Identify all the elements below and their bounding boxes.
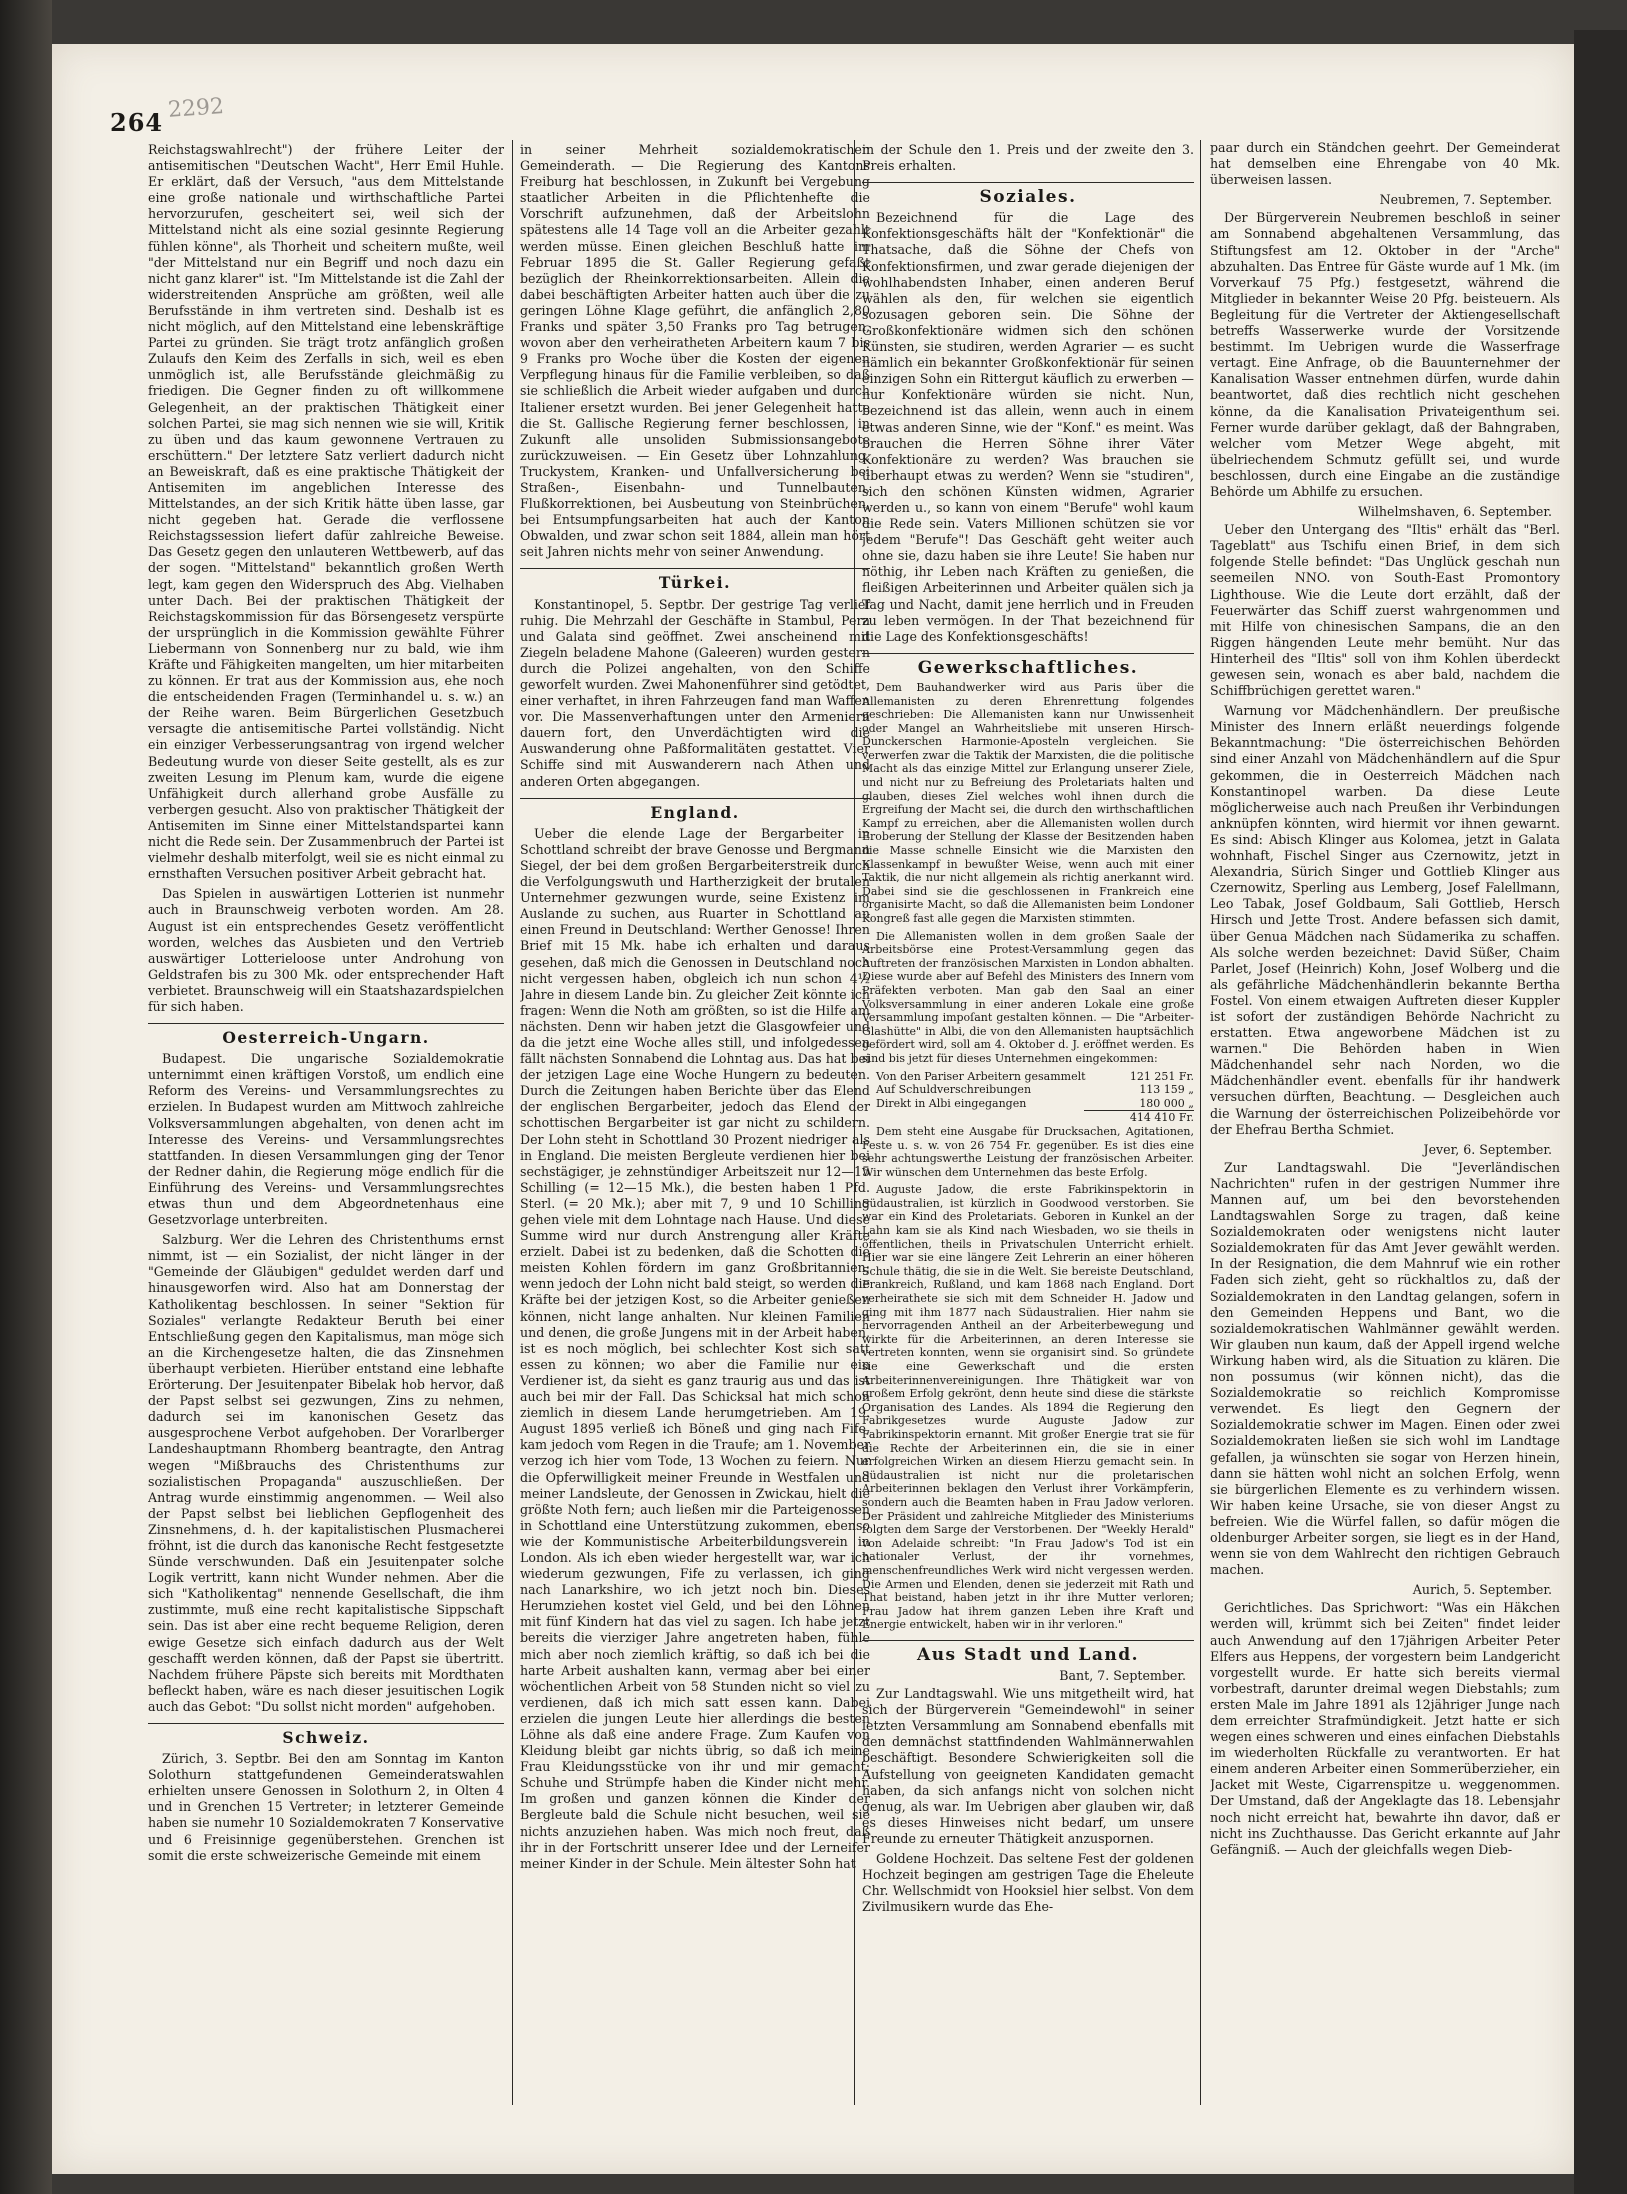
section-heading-tuerkei: Türkei. [520, 568, 870, 591]
dateline-wilhelmshaven: Wilhelmshaven, 6. September. [1358, 504, 1552, 520]
dateline-bant: Bant, 7. September. [1059, 1667, 1186, 1683]
column-4 [1210, 140, 1560, 2100]
article-lotterien: Das Spielen in auswärtigen Lotterien ist nunmehr auch in Braunschweig verboten worden. Am 28. August ist ein entsprechendes Gesetz veröffentlicht worden, welches das Ausbieten und den Vertrieb auswärtiger Lotterieloose unter Androhung von Geldstrafen bis zu 300 Mk. oder entsprechender Haft verbietet. Braunschweig will ein Staatshazardspielchen für sich haben. [148, 886, 504, 1014]
column-3 [862, 142, 1194, 2102]
article-landtagswahl-jever: Zur Landtagswahl. Die "Jeverländischen Nachrichten" rufen in der gestrigen Nummer ihre Mannen auf, um bei den bevorstehenden Landtagswahlen Sorge zu tragen, daß keine Sozialdemokraten oder wenigstens nicht lauter Sozialdemokraten für das Amt Jever gewählt werden. In der Resignation, die dem Mahnruf wie ein rother Faden sich zieht, geht so rückhaltlos zu, daß der Sozialdemokraten in den Landtag gelangen, sofern in den Gemeinden Heppens und Bant, wo die sozialdemokratischen Wahlmänner gewählt werden. Wir glauben nun kaum, daß der Appell irgend welche Wirkung haben wird, als die Situation zu klären. Die non possumus (wir können nicht), das die Sozialdemokratie so reichlich Kompromisse verwendet. Es liegt den Gegnern der Sozialdemokratie schwer im Magen. Einen oder zwei Sozialdemokraten ließen sie sich wohl im Landtage gefallen, ja wünschten sie sogar von Herzen hinein, dann sie hätten wohl nicht an solchen Erfolg, wenn sie bürgerlichen Elemente es zu verhindern wissen. Wir haben keine Ursache, sie von dieser Angst zu befreien. Wie die Würfel fallen, so dafür mögen die oldenburger Arbeiter sorgen, sie liegt es in der Hand, wenn sie von dem Wahlrecht den richtigen Gebrauch machen. [1210, 1159, 1560, 1578]
table-row: Direkt in Albi eingegangen 180 000 „ [876, 1096, 1194, 1110]
article-glashuette: Die Allemanisten wollen in dem großen Saale der Arbeitsbörse eine Protest-Versammlung gegen das Auftreten der französischen Marxisten in London abhalten. Diese wurde aber auf Befehl des Ministers des Innern vom Präfekten verboten. Man gab den Saal an einer Volksversammlung in einer anderen Lokale eine große Versammlung impoſant gestalten können. — Die "Arbeiter-Glashütte" in Albi, die von den Allemanisten hauptsächlich gefördert wird, soll am 4. Oktober d. J. eröffnet werden. Es sind bis jetzt für dieses Unternehmen eingekommen: [862, 929, 1194, 1065]
article-goldene-hochzeit: Goldene Hochzeit. Das seltene Fest der goldenen Hochzeit begingen am gestrigen Tage die Eheleute Chr. Wellschmidt von Hooksiel hier selbst. Von dem Zivilmusikern wurde das Ehe- [862, 1851, 1194, 1915]
book-spine [0, 0, 52, 2194]
article-buergerverein: Der Bürgerverein Neubremen beschloß in seiner am Sonnabend abgehaltenen Versammlung, das Stiftungsfest am 12. Oktober in der "Arche" abzuhalten. Das Entree für Gäste wurde auf 1 Mk. (im Vorverkauf 75 Pfg.) festgesetzt, während die Mitglieder in bekannter Weise 20 Pfg. beisteuern. Als Begleitung für die Vertreter der Aktiengesellschaft betreffs Wasserwerke wurde der Vorsitzende bestimmt. Im Uebrigen wurde die Wasserfrage vertagt. Eine Anfrage, ob die Bauunternehmer der Kanalisation Wasser entnehmen dürfen, wurde dahin beantwortet, daß dies rechtlich nicht geschehen könne, da die Kanalisation Privateigenthum sei. Ferner wurde darüber geklagt, daß der Bahngraben, welcher vom Metzer Wege abgeht, mit übelriechendem Schmutz gefüllt sei, und wurde beschlossen, durch eine Eingabe an die zuständige Behörde um Abhilfe zu ersuchen. [1210, 210, 1560, 499]
article-konfektion: Bezeichnend für die Lage des Konfektionsgeschäfts hält der "Konfektionär" die Thatsache, daß die Söhne der Chefs von Konfektionsfirmen, und zwar gerade diejenigen der wohlhabendsten Inhaber, einen anderen Beruf wählen als den, für welchen sie eigentlich sozusagen geboren sein. Die Söhne der Großkonfektionäre widmen sich den schönen Künsten, sie studiren, werden Agrarier — es sucht nämlich ein bekannter Großkonfektionär für seinen einzigen Sohn ein Rittergut käuflich zu erwerben — nur Konfektionäre würden sie nicht. Nun, bezeichnend ist das allein, wenn auch in einem etwas anderen Sinne, wie der "Konf." es meint. Was brauchen die Herren Söhne ihrer Väter Konfektionäre zu werden? Was brauchen sie überhaupt etwas zu werden? Wenn sie "studiren", sich den schönen Künsten widmen, Agrarier werden u., so kann von einem "Berufe" wohl kaum die Rede sein. Vaters Millionen schützen sie vor jedem "Berufe"! Das Geschäft geht weiter auch ohne sie, dazu haben sie ihre Leute! Sie haben nur nöthig, ihr Leben nach Kräften zu genießen, die fleißigen Arbeiterinnen und Arbeiter quälen sich ja Tag und Nacht, damit jene herrlich und in Freuden zu leben vermögen. In der That bezeichnend für die Lage des Konfektionsgeschäfts! [862, 210, 1194, 644]
table-row: Auf Schuldverschreibungen 113 159 „ [876, 1083, 1194, 1097]
article-gerichtliches: Gerichtliches. Das Sprichwort: "Was ein Häkchen werden will, krümmt sich bei Zeiten" findet leider auch Anwendung auf den 17jährigen Arbeiter Peter Elfers aus Heppens, der vorgestern beim Landgericht vorgestellt wurde. Er hatte sich bereits viermal vorbestraft, darunter dreimal wegen Diebstahls; zum ersten Male im Jahre 1891 als 12jähriger Junge nach dem erreichter Strafmündigkeit. Jetzt hatte er sich wegen eines schweren und eines einfachen Diebstahls im wiederholten Rückfalle zu verantworten. Er hat einem anderen Arbeiter einen Sommerüberzieher, ein Jacket mit Weste, Cigarrenspitze u. weggenommen. Der Umstand, daß der Angeklagte das 18. Lebensjahr noch nicht erreicht hat, bewahrte ihn davor, daß er nicht ins Zuchthausse. Das Gericht erkannte auf Jahr Gefängniß. — Auch der gleichfalls wegen Dieb- [1210, 1600, 1560, 1857]
article-landtagswahl-bant: Zur Landtagswahl. Wie uns mitgetheilt wird, hat sich der Bürgerverein "Gemeindewohl" in seiner letzten Versammlung am Sonnabend ebenfalls mit den demnächst stattfindenden Wahlmännerwahlen beschäftigt. Besondere Schwierigkeiten soll die Aufstellung von geeigneten Kandidaten gemacht haben, da sich anfangs nicht von solchen nicht genug, als war. Im Uebrigen aber glauben wir, daß es dieses Hinweises nicht bedarf, um unsere Freunde zu erneuter Thätigkeit anzuspornen. [862, 1686, 1194, 1846]
archive-stamp: 2292 [167, 94, 225, 123]
article-staendchen: paar durch ein Ständchen geehrt. Der Gemeinderat hat demselben eine Ehrengabe von 40 Mk. überweisen lassen. [1210, 140, 1560, 188]
dateline-aurich: Aurich, 5. September. [1412, 1582, 1552, 1598]
section-heading-stadt-land: Aus Stadt und Land. [862, 1640, 1194, 1663]
article-maedchenhaendler: Warnung vor Mädchenhändlern. Der preußische Minister des Innern erläßt neuerdings folgende Bekanntmachung: "Die österreichischen Behörden sind einer Anzahl von Mädchenhändlern auf die Spur gekommen, die in Oesterreich Mädchen nach Konstantinopel warben. Da diese Leute möglicherweise auch nach Preußen ihr Verbindungen anknüpfen könnten, wird hiermit vor ihnen gewarnt. Es sind: Abisch Klinger aus Kolomea, jetzt in Galata wohnhaft, Fischel Singer aus Czernowitz, jetzt in Alexandria, Sürich Singer und Gottlieb Klinger aus Czernowitz, Sperling aus Lemberg, Josef Falellmann, Leo Tabak, Josef Goldbaum, Sali Gottlieb, Hersch Hirsch und Jette Trost. Andere befassen sich damit, über Genua Mädchen nach Südamerika zu schaffen. Als solche werden bezeichnet: David Süßer, Chaim Parlet, Josef (Heinrich) Kohn, Josef Wolberg und die als gefährliche Mädchenhändlerin bekannte Bertha Fostel. Von einem etwaigen Auftreten dieser Kuppler ist sofort der zuständigen Behörde Nachricht zu erstatten. Etwa angeworbene Mädchen ist zu warnen." Die Behörden haben in Wien Mädchenhandel sehr nach Norden, wo die Mädchenhändler event. ebenfalls für ihr handwerk versuchen dürften, Beachtung. — Desgleichen auch die Warnung der österreichischen Polizeibehörde vor der Ehefrau Bertha Schmiet. [1210, 703, 1560, 1137]
column-2 [520, 142, 870, 2102]
section-heading-soziales: Soziales. [862, 182, 1194, 205]
column-rule-1 [512, 140, 513, 2105]
article-freiburg: in seiner Mehrheit sozialdemokratischen Gemeinderath. — Die Regierung des Kantons Freiburg hat beschlossen, in Zukunft bei Vergebung staatlicher Arbeiten in die Pflichtenhefte die Vorschrift aufzunehmen, daß der Arbeitslohn spätestens alle 14 Tage voll an die Arbeiter gezahlt werden müsse. Einen gleichen Beschluß hatte im Februar 1895 die St. Galler Regierung gefaßt bezüglich der Rheinkorrektionsarbeiten. Allein die dabei beschäftigten Arbeiter hatten auch über die zu geringen Löhne Klage geführt, die anfänglich 2,80 Franks und später 3,50 Franks pro Tag betrugen, wovon aber den verheiratheten Arbeitern kaum 7 bis 9 Franks pro Woche über die Kosten der eigenen Verpflegung hinaus für die Familie verbleiben, so daß sie schließlich die Arbeit wieder aufgaben und durch Italiener ersetzt wurden. Bei jener Gelegenheit hatte die St. Gallische Regierung ferner beschlossen, in Zukunft alle unsoliden Submissionsangebote zurückzuweisen. — Ein Gesetz über Lohnzahlung, Truckystem, Kranken- und Unfallversicherung bei Straßen-, Eisenbahn- und Tunnelbauten, Flußkorrektionen, bei Ausbeutung von Steinbrüchen, bei Entsumpfungsarbeiten hat auch der Kanton Obwalden, und zwar schon seit 1884, allein man hört seit Jahren nichts mehr von seiner Anwendung. [520, 142, 870, 560]
article-mittelstand: Reichstagswahlrecht") der frühere Leiter der antisemitischen "Deutschen Wacht", Herr Emil Huhle. Er erklärt, daß der Versuch, "aus dem Mittelstande eine große nationale und wirthschaftliche Partei hervorzurufen, gescheitert sei, weil sich der Mittelstand nicht als eine sozial gesinnte Regierung fühlen könne", als Thorheit und scheitern mußte, weil "der Mittelstand nur ein Begriff und noch dazu ein nicht ganz klarer" ist. "Im Mittelstande ist die Zahl der widerstreitenden Ansprüche am größten, weil alle Berufsstände in ihm vertreten sind. Deshalb ist es nicht möglich, auf den Mittelstand eine lebenskräftige Partei zu gründen. Sie trägt trotz anfänglich großen Zulaufs den Keim des Zerfalls in sich, weil es eben unmöglich ist, alle Berufsstände gleichmäßig zu friedigen. Die Gegner finden zu oft willkommene Gelegenheit, an der praktischen Thätigkeit einer solchen Partei, sie mag sich nennen wie sie will, Kritik zu üben und das kaum gewonnene Vertrauen zu erschüttern." Der letztere Satz verliert dadurch nicht an Beweiskraft, daß es eine praktische Thätigkeit der Antisemiten im angeblichen Interesse des Mittelstandes, an der sich Kritik hätte üben lasse, gar nicht gegeben hat. Gerade die verflossene Reichstagssession liefert dafür zahlreiche Beweise. Das Gesetz gegen den unlauteren Wettbewerb, auf das der sogen. "Mittelstand" bekanntlich großen Werth legt, kam gegen den Widerspruch des Abg. Vielhaben unter Dach. Bei der praktischen Thätigkeit der Reichstagskommission für das Börsengesetz verspürte der ursprünglich in die Kommission gewählte Führer Liebermann von Sonnenberg nur zu bald, wie ihm Kräfte und Fähigkeiten mangelten, um hier mitarbeiten zu können. Er trat aus der Kommission aus, ehe noch die entscheidenden Fragen (Terminhandel u. s. w.) an der Reihe waren. Beim Bürgerlichen Gesetzbuch versagte die antisemitische Partei vollständig. Nicht ein einziger Verbesserungsantrag von irgend welcher Bedeutung wurde von dieser Seite gestellt, als es zur zweiten Lesung im Plenum kam, wurde die eigene Unfähigkeit durch allerhand grobe Ausfälle zu verbergen gesucht. Also von praktischer Thätigkeit der Antisemiten im Sinne einer Mittelstandspartei kann nicht die Rede sein. Der Zusammenbruch der Partei ist vielmehr deshalb miterfolgt, weil sie es nicht einmal zu ernsthaften Versuchen positiver Arbeit gebracht hat. [148, 142, 504, 882]
scan-right-edge [1574, 30, 1627, 2194]
table-sum: 414 410 Fr. [1084, 1110, 1194, 1125]
article-schule: in der Schule den 1. Preis und der zweite den 3. Preis erhalten. [862, 142, 1194, 174]
table-row: Von den Pariser Arbeitern gesammelt 121 251 Fr. [876, 1069, 1194, 1083]
section-heading-austria: Oesterreich-Ungarn. [148, 1023, 504, 1046]
article-ausgabe: Dem steht eine Ausgabe für Drucksachen, Agitationen, Feste u. s. w. von 26 754 Fr. gegenüber. Es ist dies eine sehr achtungswerthe Leistung der französischen Arbeiter. Wir wünschen dem Unternehmen das beste Erfolg. [862, 1124, 1194, 1179]
scan-top-edge [0, 0, 1627, 44]
section-heading-schweiz: Schweiz. [148, 1723, 504, 1746]
column-1 [148, 142, 504, 2102]
article-jadow: Auguste Jadow, die erste Fabrikinspektorin in Südaustralien, ist kürzlich in Goodwood verstorben. Sie war ein Kind des Proletariats. Geboren in Kunkel an der Lahn kam sie als Kind nach Wiesbaden, wo sie theils in öffentlichen, theils in Privatschulen Unterricht erhielt. Hier war sie eine längere Zeit Lehrerin an einer höheren Schule thätig, die sie in die Welt. Sie bereiste Deutschland, Frankreich, Rußland, und kam 1868 nach England. Dort verheirathete sie sich mit dem Schneider H. Jadow und ging mit ihm 1877 nach Südaustralien. Hier nahm sie hervorragenden Antheil an der Arbeiterbewegung und wirkte für die Arbeiterinnen, an deren Interesse sie vertreten konnten, wenn sie organisirt sind. So gründete sie eine Gewerkschaft und die ersten Arbeiterinnenvereinigungen. Ihre Thätigkeit war von großem Erfolg gekrönt, denn heute sind diese die stärkste Organisation des Landes. Als 1894 die Regierung den Fabrikgesetzes wurde Auguste Jadow zur Fabrikinspektorin ernannt. Mit großer Energie trat sie für die Rechte der Arbeiterinnen ein, die sie in einer erfolgreichen Wirken an diesem Hierzu gemacht sein. In Südaustralien ist nicht nur die proletarischen Arbeiterinnen beklagen den Verlust ihrer Vorkämpferin, sondern auch die Beamten haben in Frau Jadow verloren. Der Präsident und zahlreiche Mitglieder des Ministeriums folgten dem Sarge der Verstorbenen. Der "Weekly Herald" von Adelaide schreibt: "In Frau Jadow's Tod ist ein nationaler Verlust, der ihr vornehmes, menschenfreundliches Werk wird nicht vergessen werden. Die Armen und Elenden, denen sie jederzeit mit Rath und That beistand, haben jetzt in ihr ihre Mutter verloren; Frau Jadow hat ihrem ganzen Leben ihre Kraft und Energie entwickelt, haben wir in ihr verloren." [862, 1183, 1194, 1632]
column-rule-3 [1200, 140, 1201, 2105]
page-number: 264 [110, 108, 164, 137]
dateline-jever: Jever, 6. September. [1423, 1141, 1552, 1157]
article-konstantinopel: Konstantinopel, 5. Septbr. Der gestrige Tag verlief ruhig. Die Mehrzahl der Geschäfte in Stambul, Pera und Galata sind geöffnet. Zwei anscheinend mit Ziegeln beladene Mahone (Galeeren) wurden gestern durch die Polizei angehalten, von den Schiffe geworfelt wurden. Zwei Mahonenführer sind getödtet, einer verhaftet, in ihren Fahrzeugen fand man Waffen vor. Die Massenverhaftungen unter den Armeniern dauern fort, den Unverdächtigten wird die Auswanderung ohne Paßformalitäten gestattet. Vier Schiffe sind mit Auswanderern nach Athen und anderen Orten abgegangen. [520, 596, 870, 789]
article-salzburg: Salzburg. Wer die Lehren des Christenthums ernst nimmt, ist — ein Sozialist, der nicht länger in der "Gemeinde der Gläubigen" geduldet werden darf und hinausgeworfen wird. Also hat am Donnerstag der Katholikentag beschlossen. In seiner "Sektion für Soziales" verlangte Redakteur Beruth bei einer Entschließung gegen den Kapitalismus, man möge sich an die Kirchengesetze halten, die das Zinsnehmen überhaupt verbieten. Hierüber entstand eine lebhafte Erörterung. Der Jesuitenpater Bibelak hob hervor, daß der Papst selbst sei gezwungen, Zins zu nehmen, dadurch sei im kanonischen Gesetz das ausgesprochene Verbot aufgehoben. Der Vorarlberger Landeshauptmann Rhomberg beantragte, den Antrag wegen "Mißbrauchs des Christenthums zur sozialistischen Propaganda" auszuschließen. Der Antrag wurde einstimmig angenommen. — Weil also der Papst selbst bei lieblichen Gepflogenheit des Zinsnehmens, d. h. der kapitalistischen Plusmacherei fröhnt, ist die durch das kanonische Recht festgesetzte Sünde verschwunden. Daß ein Jesuitenpater solche Logik vertritt, kann nicht Wunder nehmen. Aber die sich "Katholikentag" nennende Gesellschaft, die ihm zustimmte, muß eine recht kapitalistische Sippschaft sein. Das ist aber eine recht bequeme Religion, deren ewige Gesetze sich einfach dadurch aus der Welt geschafft werden können, daß der Papst sie übertritt. Nachdem frühere Päpste sich bereits mit Mordthaten befleckt haben, wäre es nach dieser jesuitischen Logik auch das Gebot: "Du sollst nicht morden" aufgehoben. [148, 1232, 504, 1714]
article-budapest: Budapest. Die ungarische Sozialdemokratie unternimmt einen kräftigen Vorstoß, um endlich eine Reform des Vereins- und Versammlungsrechtes zu erzielen. In Budapest wurden am Mittwoch zahlreiche Volksversammlungen abgehalten, von denen acht im Interesse des Vereins- und Versammlungsrechtes stattfanden. In diesen Versammlungen ging der Tenor der Redner dahin, die Regierung möge endlich für die Einführung des Vereins- und Versammlungsrechtes etwas thun und dem Abgeordnetenhaus eine Gesetzvorlage unterbreiten. [148, 1051, 504, 1228]
donation-table [862, 1070, 1194, 1125]
dateline-neubremen: Neubremen, 7. September. [1379, 192, 1552, 208]
section-heading-gewerkschaftliches: Gewerkschaftliches. [862, 653, 1194, 676]
article-allemanisten: Dem Bauhandwerker wird aus Paris über die Allemanisten zu deren Ehrenrettung folgendes geschrieben: Die Allemanisten kann nur Unwissenheit oder Mangel an Wahrheitsliebe mit unseren Hirsch-Dunckerschen Harmonie-Aposteln vergleichen. Sie verwerfen zwar die Taktik der Marxisten, die die politische Macht als das einzige Mittel zur Erlangung unserer Ziele, und nicht nur zu Befreiung des Proletariats halten und glauben, dieses Ziel welches wohl ihnen durch die Ergreifung der Macht sei, die durch den wirthschaftlichen Kampf zu erreichen, aber die Allemanisten wollen durch Eroberung der Stellung der Klasse der Besitzenden haben die Masse schnelle Einsicht wie die Marxisten den Klassenkampf in bewußter Weise, wenn auch mit einer Taktik, die nur nicht allgemein als richtig anerkannt wird. Dabei sind sie die geschlossenen in Frankreich eine organisirte Macht, so daß die Allemanisten beim Londoner Kongreß fast alle gegen die Marxisten stimmten. [862, 680, 1194, 925]
article-zuerich: Zürich, 3. Septbr. Bei den am Sonntag im Kanton Solothurn stattgefundenen Gemeinderatswahlen erhielten unsere Genossen in Solothurn 2, in Olten 4 und in Grenchen 15 Vertreter; in letzterer Gemeinde haben sie numehr 10 Sozialdemokraten 7 Konservative und 6 Freisinnige gegenüberstehen. Grenchen ist somit die erste schweizerische Gemeinde mit einem [148, 1751, 504, 1863]
article-bergarbeiter: Ueber die elende Lage der Bergarbeiter in Schottland schreibt der brave Genosse und Bergmann Siegel, der bei dem großen Bergarbeiterstreik durch die Verfolgungswuth und Hartherzigkeit der brutalen Unternehmer gezwungen wurde, seine Existenz im Auslande zu suchen, aus Ruarter in Schottland an einen Freund in Deutschland: Werther Genosse! Ihren Brief mit 15 Mk. habe ich erhalten und daraus gesehen, daß mich die Genossen in Deutschland noch nicht vergessen haben, obgleich ich nun schon 4½ Jahre in diesem Lande bin. Zu gleicher Zeit könnte ich fragen: Wenn die Noth am größten, so ist die Hilfe am nächsten. Denn wir haben jetzt die Glasgowfeier und da die jetzt eine Woche alles still, und infolgedessen fällt nächsten Sonnabend die Lohntag aus. Das hat bei der jetzigen Lage eine Woche Hungern zu bedeuten. Durch die Zeitungen haben Berichte über das Elend der englischen Bergarbeiter, jedoch das Elend der schottischen Bergarbeiter ist gar nicht zu schildern. Der Lohn steht in Schottland 30 Prozent niedriger als in England. Die meisten Bergleute verdienen hier bei sechstägiger, je zehnstündiger Arbeitszeit nur 12—15 Schilling (= 12—15 Mk.), die besten haben 1 Pfd. Sterl. (= 20 Mk.); aber mit 7, 9 und 10 Schilling gehen viele mit dem Lohntage nach Hause. Und diese Summe wird nur durch Anstrengung aller Kräfte erzielt. Dabei ist zu bedenken, daß die Schotten die meisten Kohlen fördern im ganz Großbritannien; wenn jedoch der Lohn nicht bald steigt, so werden die Kräfte bei der jetzigen Kost, so die Arbeiter genießen können, nicht lange anhalten. Nur kleinen Familien und denen, die große Jungens mit in der Arbeit haben, ist es noch möglich, bei schlechter Kost sich satt essen zu können; wo aber die Familie nur ein Verdiener ist, da sieht es ganz traurig aus und das ist auch bei mir der Fall. Das Schicksal hat mich schon ziemlich in diesem Lande herumgetrieben. Am 19. August 1895 verließ ich Böneß und ging nach Fife, kam jedoch vom Regen in die Traufe; am 1. November verzog ich hier vom Tode, 13 Wochen zu feiern. Nur die Opferwilligkeit meiner Freunde in Westfalen und meiner Landsleute, der Genossen in Zwickau, hielt die größte Noth fern; auch ließen mir die Parteigenossen in Schottland eine Unterstützung zukommen, ebenso wie der Kommunistische Arbeiterbildungsverein in London. Als ich eben wieder hergestellt war, war ich wiederum gezwungen, Fife zu verlassen, ich ging nach Lanarkshire, wo ich jetzt noch bin. Dieses Herumziehen kostet viel Geld, und bei den Löhnen mit fünf Kindern hat das viel zu sagen. Ich habe jetzt bereits die vierziger Jahre angetreten haben, fühle mich aber noch ziemlich kräftig, so daß ich bei die harte Arbeit aushalten kann, vermag aber bei einer wöchentlichen Arbeit von 58 Stunden nicht so viel zu verdienen, daß ich mich satt essen kann. Dabei erzielen die jungen Leute hier allerdings die besten Löhne als daß eine andere Frage. Zum Kaufen von Kleidung bleibt gar nichts übrig, so daß ich meine Frau Kleidungsstücke von ihr und mir gemacht; Schuhe und Strümpfe haben die Kinder nicht mehr. Im großen und ganzen können die Kinder der Bergleute bald die Schule nicht besuchen, weil sie nichts anzuziehen haben. Was mich noch freut, daß ihr in der Fortschritt unserer Idee und der Lerneifer meiner Kinder in der Schule. Mein ältester Sohn hat [520, 825, 870, 1871]
article-iltis: Ueber den Untergang des "Iltis" erhält das "Berl. Tageblatt" aus Tschifu einen Brief, in dem sich folgende Stelle befindet: "Das Unglück geschah nun seemeilen NNO. von South-East Promontory Lighthouse. Wie die Leute dort erzählt, daß der Feuerwärter das Schiff zuerst wahrgenommen und mit Hilfe von chinesischen Sampans, die an den Riggen hängenden Leute mehr bemüht. Nur das Hinterheil des "Iltis" soll von ihm Kohlen überdeckt gewesen sein, wonach es aber bald, nachdem die Schiffbrüchigen gerettet waren." [1210, 522, 1560, 699]
section-heading-england: England. [520, 798, 870, 821]
